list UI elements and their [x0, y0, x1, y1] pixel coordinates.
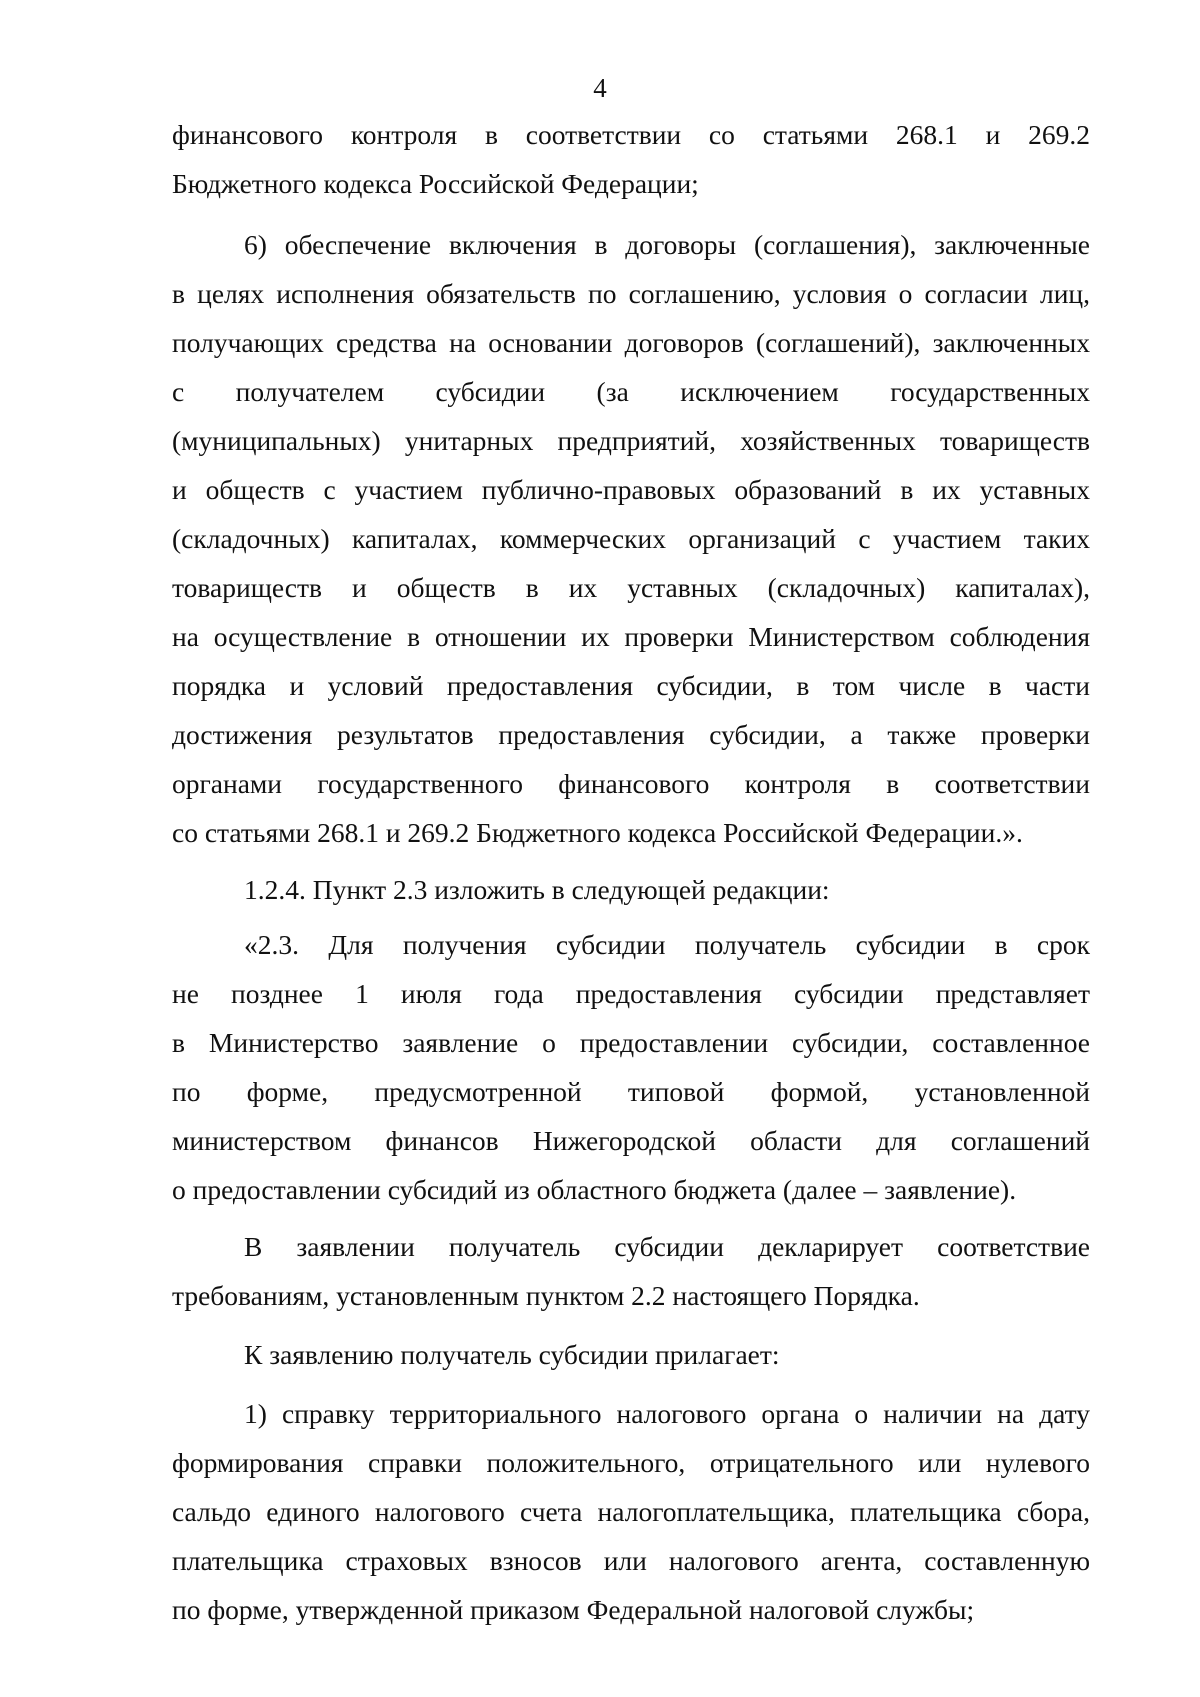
- text-line: порядка и условий предоставления субсидии, в том числе в части: [172, 670, 1090, 701]
- text-line: и обществ с участием публично-правовых образований в их уставных: [172, 474, 1090, 505]
- text-line: Бюджетного кодекса Российской Федерации;: [172, 168, 699, 199]
- text-line: в Министерство заявление о предоставлении субсидии, составленное: [172, 1027, 1090, 1058]
- text-line: по форме, предусмотренной типовой формой, установленной: [172, 1076, 1090, 1107]
- text-line: К заявлению получатель субсидии прилагает:: [244, 1339, 780, 1370]
- text-line: достижения результатов предоставления субсидии, а также проверки: [172, 719, 1090, 750]
- text-line: плательщика страховых взносов или налогового агента, составленную: [172, 1545, 1090, 1576]
- text-line: требованиям, установленным пунктом 2.2 настоящего Порядка.: [172, 1280, 920, 1311]
- text-line: 1) справку территориального налогового органа о наличии на дату: [244, 1398, 1090, 1429]
- text-line: по форме, утвержденной приказом Федеральной налоговой службы;: [172, 1594, 975, 1625]
- text-line: товариществ и обществ в их уставных (складочных) капиталах),: [172, 572, 1090, 603]
- text-line: (муниципальных) унитарных предприятий, хозяйственных товариществ: [172, 425, 1090, 456]
- text-line: 6) обеспечение включения в договоры (соглашения), заключенные: [244, 229, 1090, 260]
- text-line: в целях исполнения обязательств по соглашению, условия о согласии лиц,: [172, 278, 1090, 309]
- body-text: [172, 110, 1090, 1634]
- text-line: о предоставлении субсидий из областного бюджета (далее – заявление).: [172, 1174, 1017, 1205]
- text-line: не позднее 1 июля года предоставления субсидии представляет: [172, 978, 1090, 1009]
- text-line: формирования справки положительного, отрицательного или нулевого: [172, 1447, 1090, 1478]
- page-number: 4: [593, 73, 607, 103]
- text-line: с получателем субсидии (за исключением государственных: [172, 376, 1090, 407]
- text-line: В заявлении получатель субсидии декларирует соответствие: [244, 1231, 1090, 1262]
- text-line: (складочных) капиталах, коммерческих организаций с участием таких: [172, 523, 1090, 554]
- text-line: со статьями 268.1 и 269.2 Бюджетного кодекса Российской Федерации.».: [172, 817, 1023, 848]
- text-line: «2.3. Для получения субсидии получатель субсидии в срок: [244, 929, 1090, 960]
- text-line: министерством финансов Нижегородской области для соглашений: [172, 1125, 1090, 1156]
- text-line: сальдо единого налогового счета налогоплательщика, плательщика сбора,: [172, 1496, 1090, 1527]
- text-line: получающих средства на основании договоров (соглашений), заключенных: [172, 327, 1090, 358]
- text-line: на осуществление в отношении их проверки Министерством соблюдения: [172, 621, 1090, 652]
- text-line: финансового контроля в соответствии со статьями 268.1 и 269.2: [172, 119, 1090, 150]
- text-line: 1.2.4. Пункт 2.3 изложить в следующей редакции:: [244, 874, 830, 905]
- text-line: органами государственного финансового контроля в соответствии: [172, 768, 1090, 799]
